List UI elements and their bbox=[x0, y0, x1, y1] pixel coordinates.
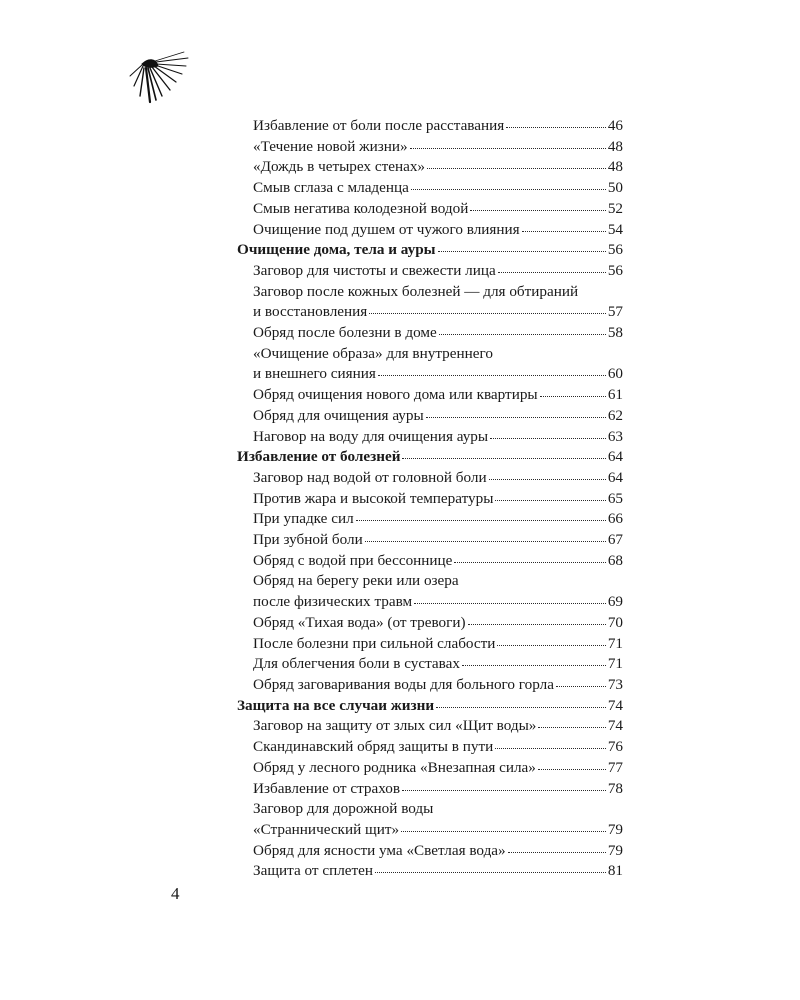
toc-entry-title: и внешнего сияния bbox=[253, 365, 376, 383]
toc-entry-page: 74 bbox=[607, 696, 623, 714]
toc-entry-title: «Течение новой жизни» bbox=[253, 137, 408, 155]
toc-entry-page: 48 bbox=[607, 158, 623, 176]
toc-entry-page: 76 bbox=[607, 738, 623, 756]
dot-leader bbox=[402, 788, 606, 791]
toc-entry bbox=[237, 758, 623, 779]
toc-entry-page: 81 bbox=[607, 862, 623, 880]
toc-entry bbox=[237, 199, 623, 220]
toc-section-heading bbox=[237, 447, 623, 468]
toc-entry bbox=[237, 385, 623, 406]
toc-entry-line bbox=[253, 509, 623, 530]
toc-entry-page: 54 bbox=[607, 220, 623, 238]
toc-entry bbox=[237, 157, 623, 178]
toc-entry-title: Заговор на защиту от злых сил «Щит воды» bbox=[253, 717, 537, 735]
toc-entry bbox=[237, 344, 623, 385]
dot-leader bbox=[538, 725, 605, 728]
toc-entry-line bbox=[253, 820, 623, 841]
toc-entry bbox=[237, 406, 623, 427]
toc-entry-title: Скандинавский обряд защиты в пути bbox=[253, 738, 494, 756]
toc-entry-title: Очищение дома, тела и ауры bbox=[237, 241, 436, 259]
dot-leader bbox=[411, 187, 606, 190]
toc-entry-page: 66 bbox=[607, 510, 623, 528]
toc-entry-page: 69 bbox=[607, 593, 623, 611]
dot-leader bbox=[498, 270, 606, 273]
dot-leader bbox=[438, 249, 606, 252]
toc-entry-title-line: Заговор для дорожной воды bbox=[253, 800, 434, 818]
dot-leader bbox=[490, 436, 606, 439]
toc-entry-line bbox=[237, 447, 623, 468]
dot-leader bbox=[414, 601, 606, 604]
toc-entry-page: 65 bbox=[607, 489, 623, 507]
toc-entry bbox=[237, 282, 623, 323]
dot-leader bbox=[508, 850, 606, 853]
toc-entry bbox=[237, 220, 623, 241]
toc-entry-page: 67 bbox=[607, 531, 623, 549]
toc-entry-line bbox=[253, 364, 623, 385]
toc-entry-line bbox=[253, 592, 623, 613]
toc-entry-title: При зубной боли bbox=[253, 531, 363, 549]
toc-entry-page: 50 bbox=[607, 179, 623, 197]
toc-entry-page: 79 bbox=[607, 841, 623, 859]
toc-entry-title: Защита от сплетен bbox=[253, 862, 374, 880]
dot-leader bbox=[506, 125, 606, 128]
toc-entry-line bbox=[253, 427, 623, 448]
dot-leader bbox=[495, 498, 605, 501]
toc-entry-page: 63 bbox=[607, 427, 623, 445]
table-of-contents bbox=[237, 116, 623, 882]
toc-entry-title: Смыв негатива колодезной водой bbox=[253, 199, 469, 217]
toc-entry-line bbox=[237, 696, 623, 717]
toc-entry bbox=[237, 737, 623, 758]
toc-entry-title: Заговор над водой от головной боли bbox=[253, 468, 487, 486]
toc-entry-page: 56 bbox=[607, 241, 623, 259]
toc-entry-page: 79 bbox=[607, 820, 623, 838]
toc-entry-title: Обряд с водой при бессоннице bbox=[253, 551, 453, 569]
toc-entry-page: 68 bbox=[607, 551, 623, 569]
dot-leader bbox=[495, 746, 606, 749]
toc-entry-page: 56 bbox=[607, 261, 623, 279]
toc-entry-line bbox=[253, 302, 623, 323]
toc-entry-title: Смыв сглаза с младенца bbox=[253, 179, 409, 197]
toc-entry-title: Защита на все случаи жизни bbox=[237, 696, 435, 714]
dot-leader bbox=[410, 146, 606, 149]
toc-entry-line bbox=[253, 675, 623, 696]
toc-entry-title: Обряд заговаривания воды для больного горла bbox=[253, 675, 554, 693]
dot-leader bbox=[454, 560, 605, 563]
toc-entry bbox=[237, 137, 623, 158]
toc-entry-title-line: Заговор после кожных болезней — для обтираний bbox=[253, 282, 579, 300]
dot-leader bbox=[426, 415, 606, 418]
dot-leader bbox=[470, 208, 605, 211]
toc-entry-line bbox=[253, 530, 623, 551]
dot-leader bbox=[375, 870, 606, 873]
toc-entry-title: Очищение под душем от чужого влияния bbox=[253, 220, 520, 238]
dot-leader bbox=[365, 539, 606, 542]
toc-entry bbox=[237, 675, 623, 696]
toc-entry-title: Избавление от боли после расставания bbox=[253, 117, 505, 134]
dot-leader bbox=[556, 684, 606, 687]
toc-entry-page: 57 bbox=[607, 303, 623, 321]
toc-entry-title: «Страннический щит» bbox=[253, 820, 400, 838]
dot-leader bbox=[439, 332, 606, 335]
toc-entry-line bbox=[253, 406, 623, 427]
toc-entry bbox=[237, 261, 623, 282]
toc-entry-line bbox=[253, 199, 623, 220]
toc-section-heading bbox=[237, 240, 623, 261]
toc-entry bbox=[237, 468, 623, 489]
dot-leader bbox=[378, 373, 606, 376]
toc-entry-page: 73 bbox=[607, 675, 623, 693]
toc-entry bbox=[237, 509, 623, 530]
toc-entry-title: При упадке сил bbox=[253, 510, 354, 528]
toc-entry-title: Обряд после болезни в доме bbox=[253, 324, 437, 342]
toc-entry-line bbox=[253, 220, 623, 241]
toc-entry-line bbox=[253, 634, 623, 655]
toc-entry-page: 70 bbox=[607, 613, 623, 631]
toc-entry-line bbox=[253, 178, 623, 199]
dot-leader bbox=[436, 705, 606, 708]
toc-entry bbox=[237, 178, 623, 199]
toc-section-heading bbox=[237, 696, 623, 717]
dot-leader bbox=[489, 477, 606, 480]
toc-entry-title: Обряд «Тихая вода» (от тревоги) bbox=[253, 613, 466, 631]
toc-entry-line bbox=[253, 261, 623, 282]
toc-entry-title: Обряд для очищения ауры bbox=[253, 406, 424, 424]
toc-entry-line bbox=[253, 468, 623, 489]
toc-entry-line bbox=[253, 779, 623, 800]
dot-leader bbox=[468, 622, 606, 625]
toc-entry-line bbox=[253, 758, 623, 779]
toc-entry bbox=[237, 779, 623, 800]
toc-entry-page: 71 bbox=[607, 634, 623, 652]
dot-leader bbox=[427, 166, 606, 169]
toc-entry-page: 46 bbox=[607, 117, 623, 134]
toc-entry-line bbox=[253, 323, 623, 344]
toc-entry bbox=[237, 323, 623, 344]
toc-entry-page: 52 bbox=[607, 199, 623, 217]
toc-entry-title: Заговор для чистоты и свежести лица bbox=[253, 261, 496, 279]
toc-entry-page: 48 bbox=[607, 137, 623, 155]
toc-entry bbox=[237, 489, 623, 510]
dot-leader bbox=[369, 311, 606, 314]
toc-entry-line bbox=[253, 654, 623, 675]
toc-entry bbox=[237, 634, 623, 655]
toc-entry bbox=[237, 799, 623, 840]
toc-entry-title: Обряд для ясности ума «Светлая вода» bbox=[253, 841, 506, 859]
toc-entry-line bbox=[253, 551, 623, 572]
toc-entry-title-line: «Очищение образа» для внутреннего bbox=[253, 344, 493, 362]
toc-entry-title: и восстановления bbox=[253, 303, 368, 321]
toc-entry bbox=[237, 716, 623, 737]
toc-entry-line bbox=[253, 157, 623, 178]
toc-entry-page: 64 bbox=[607, 448, 623, 466]
toc-entry-line bbox=[253, 716, 623, 737]
toc-entry bbox=[237, 427, 623, 448]
toc-entry-page: 71 bbox=[607, 655, 623, 673]
dot-leader bbox=[402, 456, 605, 459]
toc-entry-line bbox=[253, 613, 623, 634]
dot-leader bbox=[462, 663, 606, 666]
toc-entry-title: После болезни при сильной слабости bbox=[253, 634, 496, 652]
toc-entry bbox=[237, 571, 623, 612]
toc-entry-page: 58 bbox=[607, 324, 623, 342]
toc-entry bbox=[237, 551, 623, 572]
toc-entry-line bbox=[237, 240, 623, 261]
toc-entry-title: Для облегчения боли в суставах bbox=[253, 655, 460, 673]
toc-entry-page: 61 bbox=[607, 386, 623, 404]
dot-leader bbox=[497, 643, 605, 646]
toc-entry bbox=[237, 841, 623, 862]
dot-leader bbox=[356, 518, 606, 521]
dot-leader bbox=[540, 394, 606, 397]
toc-entry bbox=[237, 613, 623, 634]
toc-entry-page: 62 bbox=[607, 406, 623, 424]
dot-leader bbox=[522, 229, 606, 232]
toc-entry-title: Против жара и высокой температуры bbox=[253, 489, 494, 507]
toc-entry-page: 78 bbox=[607, 779, 623, 797]
toc-entry-page: 74 bbox=[607, 717, 623, 735]
sun-ray-ornament-icon bbox=[128, 50, 194, 106]
toc-entry-line bbox=[253, 861, 623, 882]
toc-entry bbox=[237, 861, 623, 882]
toc-entry-line bbox=[253, 385, 623, 406]
toc-entry-line bbox=[253, 489, 623, 510]
toc-entry bbox=[237, 654, 623, 675]
toc-entry-title: после физических травм bbox=[253, 593, 413, 611]
toc-entry-page: 60 bbox=[607, 365, 623, 383]
dot-leader bbox=[401, 829, 606, 832]
toc-entry-title: Избавление от страхов bbox=[253, 779, 401, 797]
toc-entry-page: 77 bbox=[607, 758, 623, 776]
toc-entry-title: «Дождь в четырех стенах» bbox=[253, 158, 426, 176]
page-number: 4 bbox=[171, 884, 180, 903]
toc-entry-title-line: Обряд на берегу реки или озера bbox=[253, 572, 459, 590]
toc-entry-page: 64 bbox=[607, 468, 623, 486]
toc-entry-line bbox=[253, 137, 623, 158]
toc-entry-line bbox=[253, 116, 623, 137]
dot-leader bbox=[538, 767, 606, 770]
toc-entry-title: Обряд очищения нового дома или квартиры bbox=[253, 386, 538, 404]
toc-entry-line bbox=[253, 841, 623, 862]
toc-entry-title: Наговор на воду для очищения ауры bbox=[253, 427, 489, 445]
toc-entry-line bbox=[253, 737, 623, 758]
toc-entry-title: Избавление от болезней bbox=[237, 448, 401, 466]
toc-entry-title: Обряд у лесного родника «Внезапная сила» bbox=[253, 758, 536, 776]
toc-entry bbox=[237, 530, 623, 551]
toc-entry bbox=[237, 116, 623, 137]
